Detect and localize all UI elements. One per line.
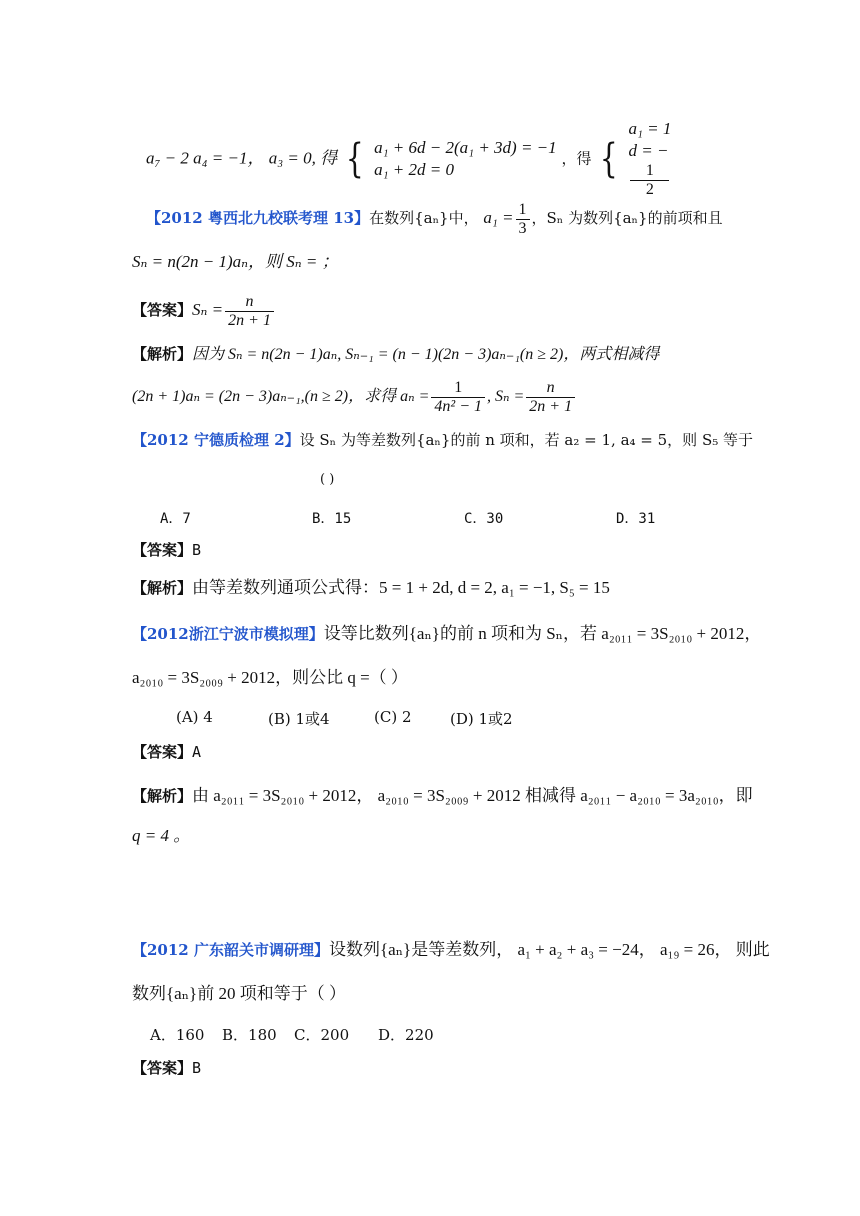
q2-answer [132, 540, 201, 560]
qsg-text2: 数列{aₙ}前 20 项和等于（ ） [132, 984, 346, 1003]
answer-value: B [192, 1059, 202, 1077]
system-mid: ，得 [561, 149, 592, 168]
fraction-denominator: 4n² − 1 [431, 397, 485, 416]
q2-paren [320, 470, 334, 490]
fraction [630, 162, 669, 199]
qnb-choice-b: (B) 1或4 [268, 710, 330, 728]
qnb-explanation [132, 786, 753, 806]
fraction-numerator: 1 [454, 378, 463, 396]
system-1 [374, 137, 557, 181]
left-brace-icon: { [600, 135, 618, 182]
qsg-choice-a: A．160 [150, 1026, 205, 1044]
q2-tag: 【2012 宁德质检理 2】 [132, 431, 300, 449]
q13-sn-equation: Sₙ = n(2n − 1)aₙ，则 Sₙ = ； [132, 252, 339, 271]
qnb-line1 [132, 624, 761, 644]
system-2 [628, 118, 671, 199]
fraction-denominator: 3 [516, 219, 530, 238]
qsg-choice-b: B．180 [222, 1026, 277, 1044]
left-brace-icon: { [345, 135, 364, 182]
fraction-denominator: 2n + 1 [526, 397, 575, 416]
exp13-fraction-1 [431, 379, 485, 416]
exp13-line2-b: , Sₙ = [487, 388, 525, 405]
q13-tag: 【2012 粤西北九校联考理 13】 [146, 209, 370, 227]
fraction-numerator: n [245, 292, 254, 310]
fraction-numerator: n [546, 378, 555, 396]
qnb-tag: 【2012浙江宁波市模拟理】 [132, 625, 324, 643]
system-prefix: a₇ − 2 a₄ = −1， a₃ = 0, 得 [146, 148, 338, 168]
q2-paren-text: ( ) [320, 472, 335, 487]
ans13-lhs: Sₙ = [192, 300, 224, 319]
q2-explanation [132, 578, 610, 598]
qnb-answer [132, 742, 201, 762]
ans13-line [132, 288, 276, 332]
qnb-text1: 设等比数列{aₙ}的前 n 项和为 Sₙ，若 a₂₀₁₁ = 3S₂₀₁₀ + 2012， [323, 624, 762, 643]
system-2-eq2 [628, 140, 671, 199]
qnb-choice-d: (D) 1或2 [450, 710, 513, 728]
answer-label: 【答案】 [132, 301, 193, 319]
qsg-text1: 设数列{aₙ}是等差数列， a₁ + a₂ + a₃ = −24， a₁₉ = 26， 则此 [328, 940, 770, 959]
answer-value: A [192, 743, 202, 761]
fraction-denominator: 2n + 1 [225, 311, 274, 330]
fraction-denominator: 2 [630, 180, 669, 199]
qnb-text2: a₂₀₁₀ = 3S₂₀₀₉ + 2012，则公比 q =（ ） [132, 668, 408, 687]
qnb-exp-text2: q = 4 。 [132, 826, 191, 845]
q13-text1: 在数列{aₙ}中， [369, 209, 479, 227]
qsg-choice-d: D．220 [378, 1026, 434, 1044]
qsg-choice-c: C．200 [294, 1026, 350, 1044]
q2-choice-a: A．7 [160, 511, 191, 527]
q2-exp-text: 由等差数列通项公式得：5 = 1 + 2d, d = 2, a₁ = −1, S₅ = 15 [192, 578, 610, 597]
qsg-answer [132, 1058, 201, 1078]
q13-line2 [132, 252, 339, 272]
ans13-fraction [225, 293, 274, 330]
exp13-line1 [132, 344, 659, 365]
system-line [146, 118, 672, 198]
qnb-exp-text1: 由 a₂₀₁₁ = 3S₂₀₁₀ + 2012， a₂₀₁₀ = 3S₂₀₀₉ + 2012 相减得 a₂₀₁₁ − a₂₀₁₀ = 3a₂₀₁₀，即 [192, 786, 753, 805]
qnb-line2 [132, 668, 408, 688]
system-1-eq1: a₁ + 6d − 2(a₁ + 3d) = −1 [374, 137, 557, 157]
system-2-eq1: a₁ = 1 [628, 119, 672, 138]
answer-label: 【答案】 [132, 541, 193, 559]
q13-a1-lhs: a₁ = [483, 208, 514, 227]
q2-choice-d: D．31 [616, 511, 656, 527]
answer-label: 【答案】 [132, 1059, 193, 1077]
exp13-line1-text: 因为 Sₙ = n(2n − 1)aₙ, Sₙ₋₁ = (n − 1)(2n − 3)aₙ₋₁(n ≥ 2)，两式相减得 [192, 346, 660, 363]
q2-choice-b: B．15 [312, 511, 352, 527]
exp13-line2 [132, 374, 577, 418]
q2-line1 [132, 430, 753, 450]
fraction-numerator: 1 [518, 200, 527, 218]
qsg-tag: 【2012 广东韶关市调研理】 [132, 941, 329, 959]
system-1-eq2: a₁ + 2d = 0 [374, 159, 454, 179]
qsg-line2 [132, 984, 346, 1004]
answer-label: 【答案】 [132, 743, 193, 761]
system-2-eq2-left: d = − [628, 141, 669, 160]
qnb-explanation-2 [132, 826, 190, 846]
answer-value: B [192, 541, 202, 559]
explanation-label: 【解析】 [132, 787, 193, 805]
q13-a1-fraction [516, 201, 530, 238]
q13-line1 [146, 196, 723, 240]
explanation-label: 【解析】 [132, 579, 193, 597]
q2-choice-c: C．30 [464, 511, 504, 527]
q13-text2: ，Sₙ 为数列{aₙ}的前项和且 [531, 209, 723, 227]
qsg-line1 [132, 940, 770, 960]
explanation-label: 【解析】 [132, 345, 193, 363]
fraction-numerator: 1 [645, 162, 654, 179]
exp13-fraction-2 [526, 379, 575, 416]
q2-text: 设 Sₙ 为等差数列{aₙ}的前 n 项和，若 a₂ = 1, a₄ = 5，则 S₅ 等于 [299, 431, 753, 449]
qnb-choice-a: (A) 4 [176, 708, 213, 726]
qnb-choice-c: (C) 2 [374, 708, 412, 726]
exp13-line2-a: (2n + 1)aₙ = (2n − 3)aₙ₋₁,(n ≥ 2)，求得 aₙ = [132, 388, 430, 405]
